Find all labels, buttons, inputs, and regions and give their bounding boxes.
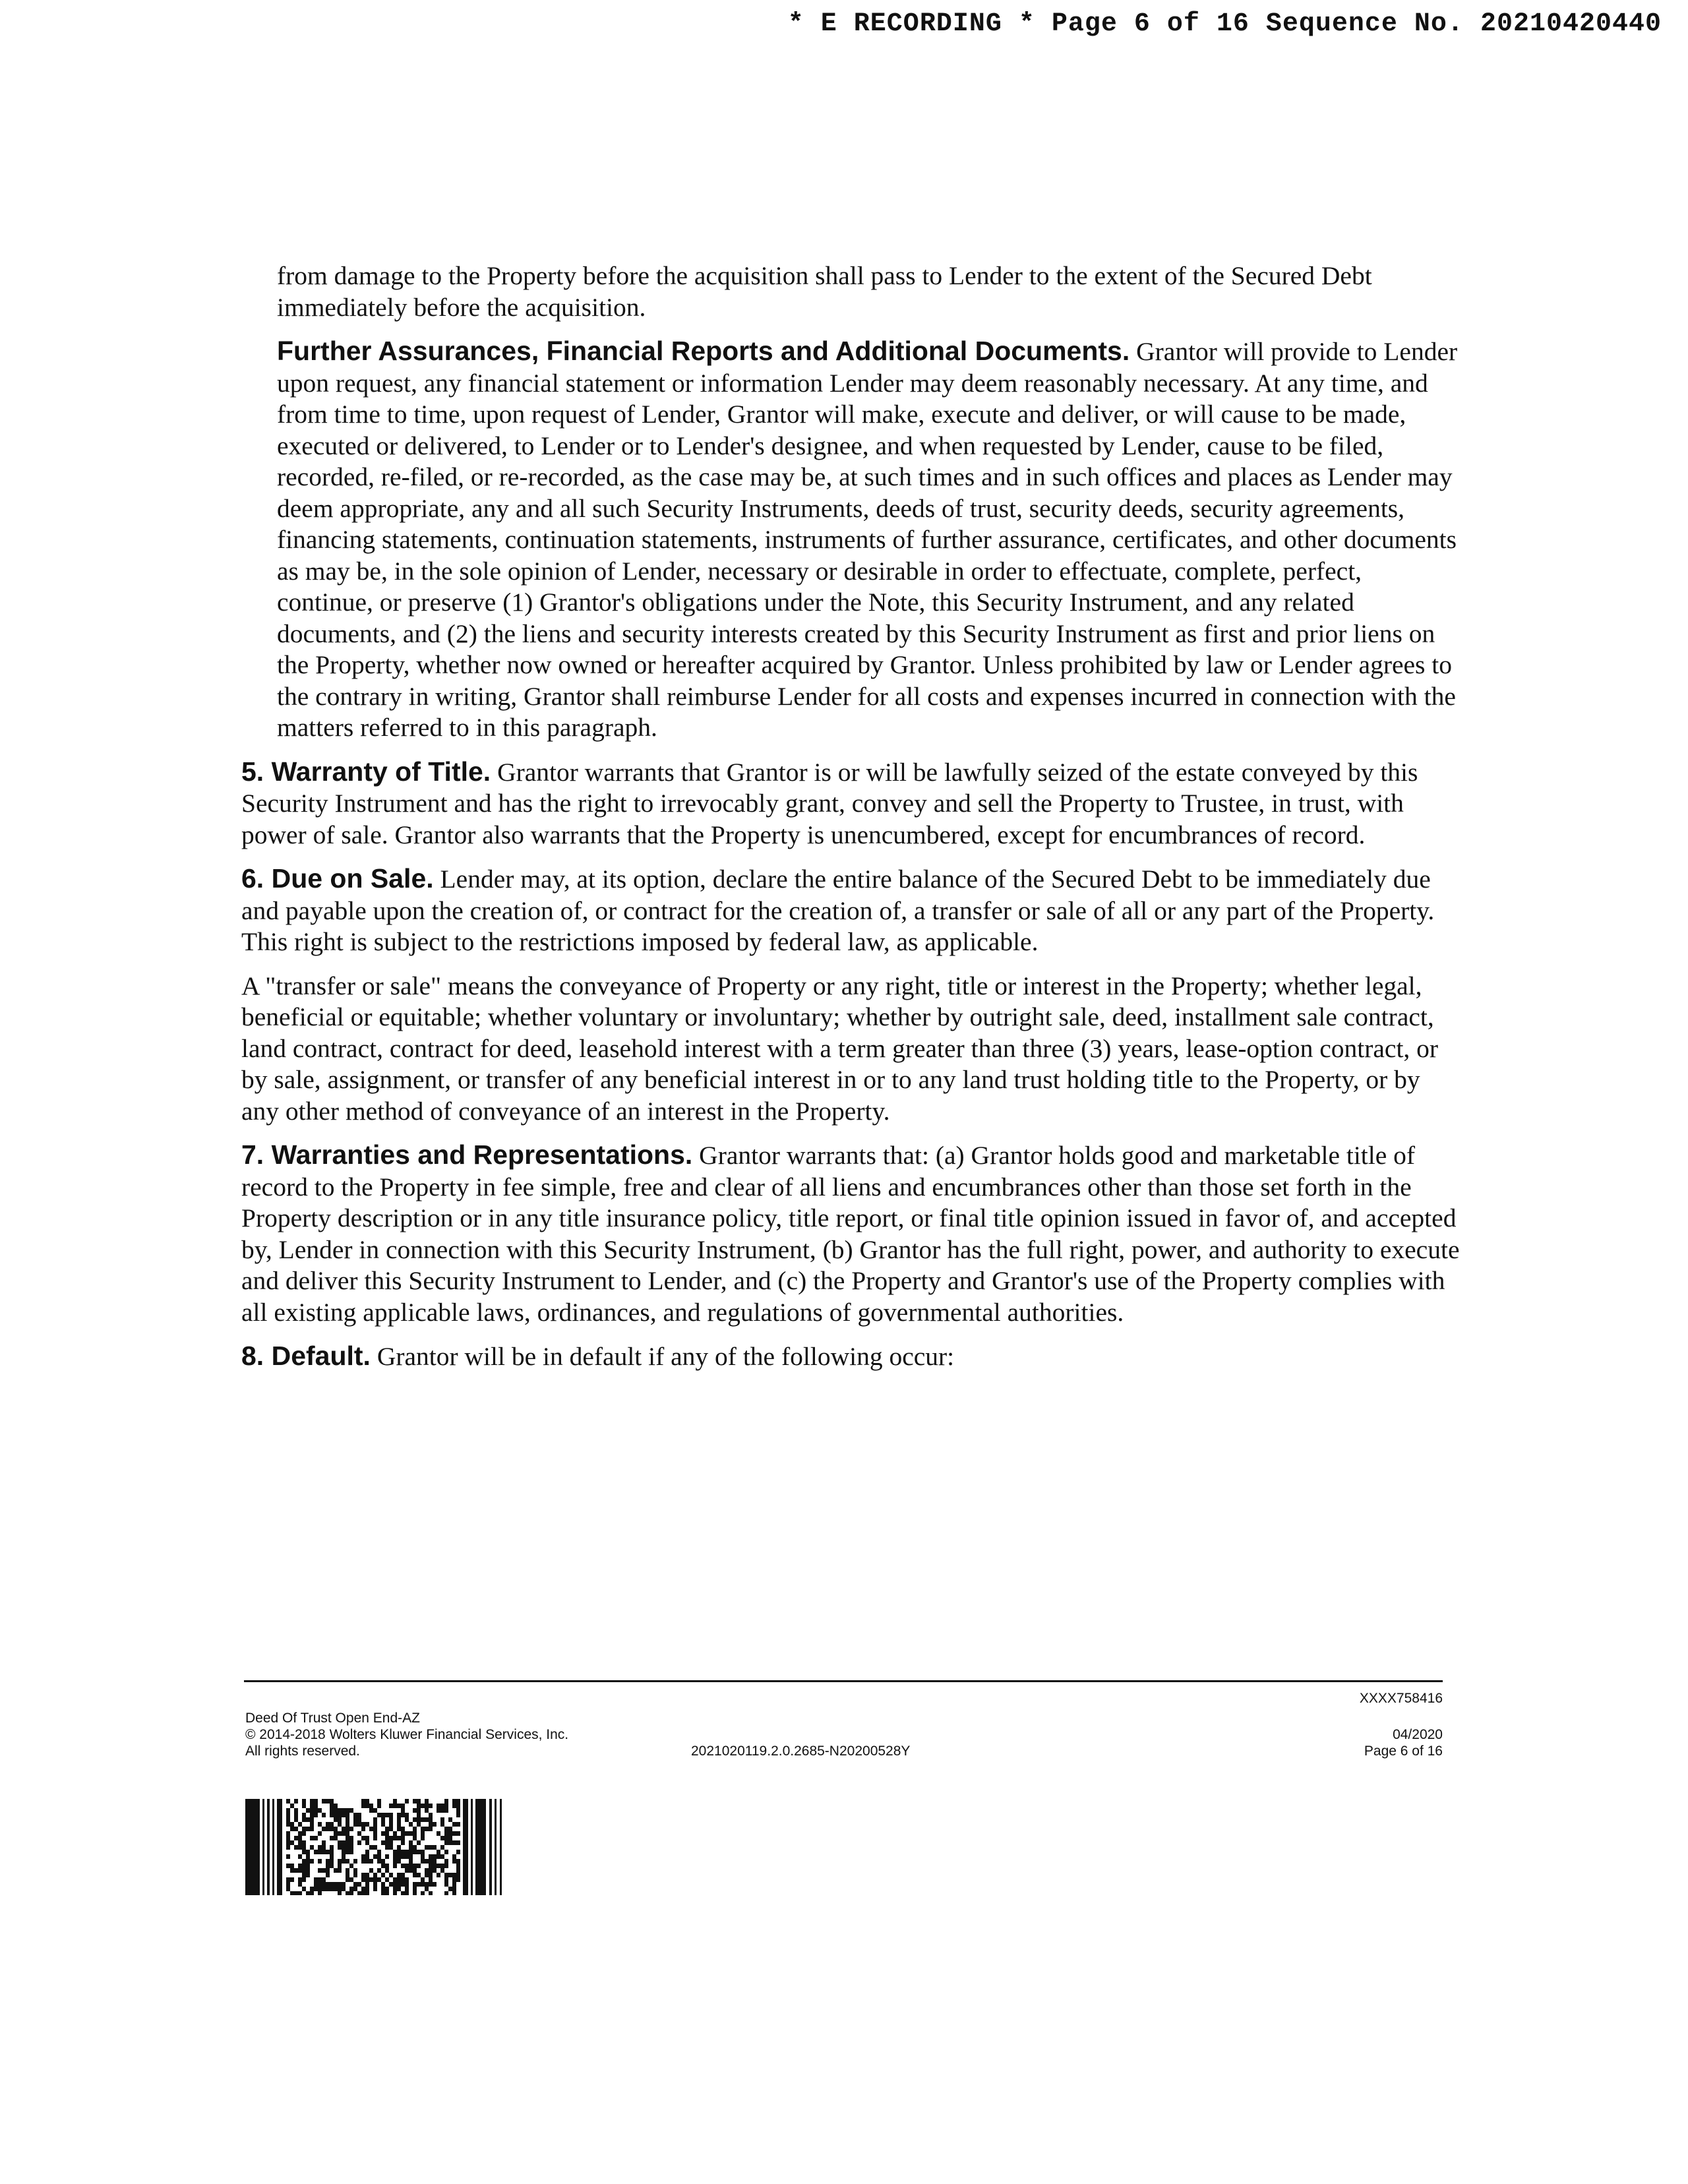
rights-reserved: All rights reserved. xyxy=(245,1744,360,1759)
form-name: Deed Of Trust Open End-AZ xyxy=(245,1711,420,1726)
form-date: 04/2020 xyxy=(1393,1727,1443,1742)
page-label: Page 6 of 16 xyxy=(1364,1744,1443,1759)
paragraph-continuation: from damage to the Property before the acquisition shall pass to Lender to the extent of the Secured Debt immediately before the acquisition. xyxy=(277,261,1372,322)
paragraph-warranty-of-title xyxy=(241,756,1461,851)
heading-default: 8. Default. xyxy=(241,1341,371,1371)
barcode-image xyxy=(245,1799,512,1895)
document-code: 2021020119.2.0.2685-N20200528Y xyxy=(691,1744,911,1759)
heading-warranties-representations: 7. Warranties and Representations. xyxy=(241,1139,693,1170)
paragraph-further-assurances xyxy=(277,336,1461,744)
footer-divider xyxy=(244,1680,1443,1682)
copyright: © 2014-2018 Wolters Kluwer Financial Services, Inc. xyxy=(245,1727,569,1742)
footer-left xyxy=(245,1710,707,1759)
text-default: Grantor will be in default if any of the following occur: xyxy=(370,1342,955,1371)
heading-due-on-sale: 6. Due on Sale. xyxy=(241,863,434,894)
heading-further-assurances: Further Assurances, Financial Reports and Additional Documents. xyxy=(277,336,1130,366)
paragraph-due-on-sale xyxy=(241,863,1461,958)
text-warranty-of-title: Grantor warrants that Grantor is or will be lawfully seized of the estate conveyed by this Security Instrument and has the right to irrevocably grant, convey and sell the Property to Trustee, in trust, with power of sale. Grantor also warrants that the Property is unencumbered, except for encumbrances of record. xyxy=(241,757,1418,849)
text-due-on-sale: Lender may, at its option, declare the entire balance of the Secured Debt to be immediately due and payable upon the creation of, or contract for the creation of, a transfer or sale of all or any part of the Property. This right is subject to the restrictions imposed by federal law, as applicable. xyxy=(241,864,1435,956)
loan-number: XXXX758416 xyxy=(1359,1691,1443,1706)
text-further-assurances: Grantor will provide to Lender upon request, any financial statement or information Lender may deem reasonably necessary. At any time, and from time to time, upon request of Lender, Grantor will make, execute and deliver, or will cause to be made, executed or delivered, to Lender or to Lender's designee, and when requested by Lender, cause to be filed, recorded, re-filed, or re-recorded, as the case may be, at such times and in such offices and places as Lender may deem appropriate, any and all such Security Instruments, deeds of trust, security deeds, security agreements, financing statements, continuation statements, instruments of further assurance, certificates, and other documents as may be, in the sole opinion of Lender, necessary or desirable in order to effectuate, complete, perfect, continue, or preserve (1) Grantor's obligations under the Note, this Security Instrument, and any related documents, and (2) the liens and security interests created by this Security Instrument as first and prior liens on the Property, whether now owned or hereafter acquired by Grantor. Unless prohibited by law or Lender agrees to the contrary in writing, Grantor shall reimburse Lender for all costs and expenses incurred in connection with the matters referred to in this paragraph. xyxy=(277,337,1458,742)
paragraph-warranties-representations xyxy=(241,1139,1461,1328)
document-body xyxy=(241,260,1461,1385)
paragraph-default xyxy=(241,1341,1461,1373)
footer-right xyxy=(1306,1726,1443,1759)
heading-warranty-of-title: 5. Warranty of Title. xyxy=(241,756,491,787)
text-warranties-representations: Grantor warrants that: (a) Grantor holds good and marketable title of record to the Property in fee simple, free and clear of all liens and encumbrances other than those set forth in the Property description or in any title insurance policy, title report, or final title opinion issued in favor of, and accepted by, Lender in connection with this Security Instrument, (b) Grantor has the full right, power, and authority to execute and deliver this Security Instrument to Lender, and (c) the Property and Grantor's use of the Property complies with all existing applicable laws, ordinances, and regulations of governmental authorities. xyxy=(241,1141,1460,1327)
paragraph-transfer-or-sale: A "transfer or sale" means the conveyance of Property or any right, title or interest in the Property; whether legal, beneficial or equitable; whether voluntary or involuntary; whether by outright sale, deed, installment sale contract, land contract, contract for deed, leasehold interest with a term greater than three (3) years, lease-option contract, or by sale, assignment, or transfer of any beneficial interest in or to any land trust holding title to the Property, or by any other method of conveyance of an interest in the Property. xyxy=(241,971,1439,1126)
recording-header: * E RECORDING * Page 6 of 16 Sequence No. 20210420440 xyxy=(787,9,1662,39)
